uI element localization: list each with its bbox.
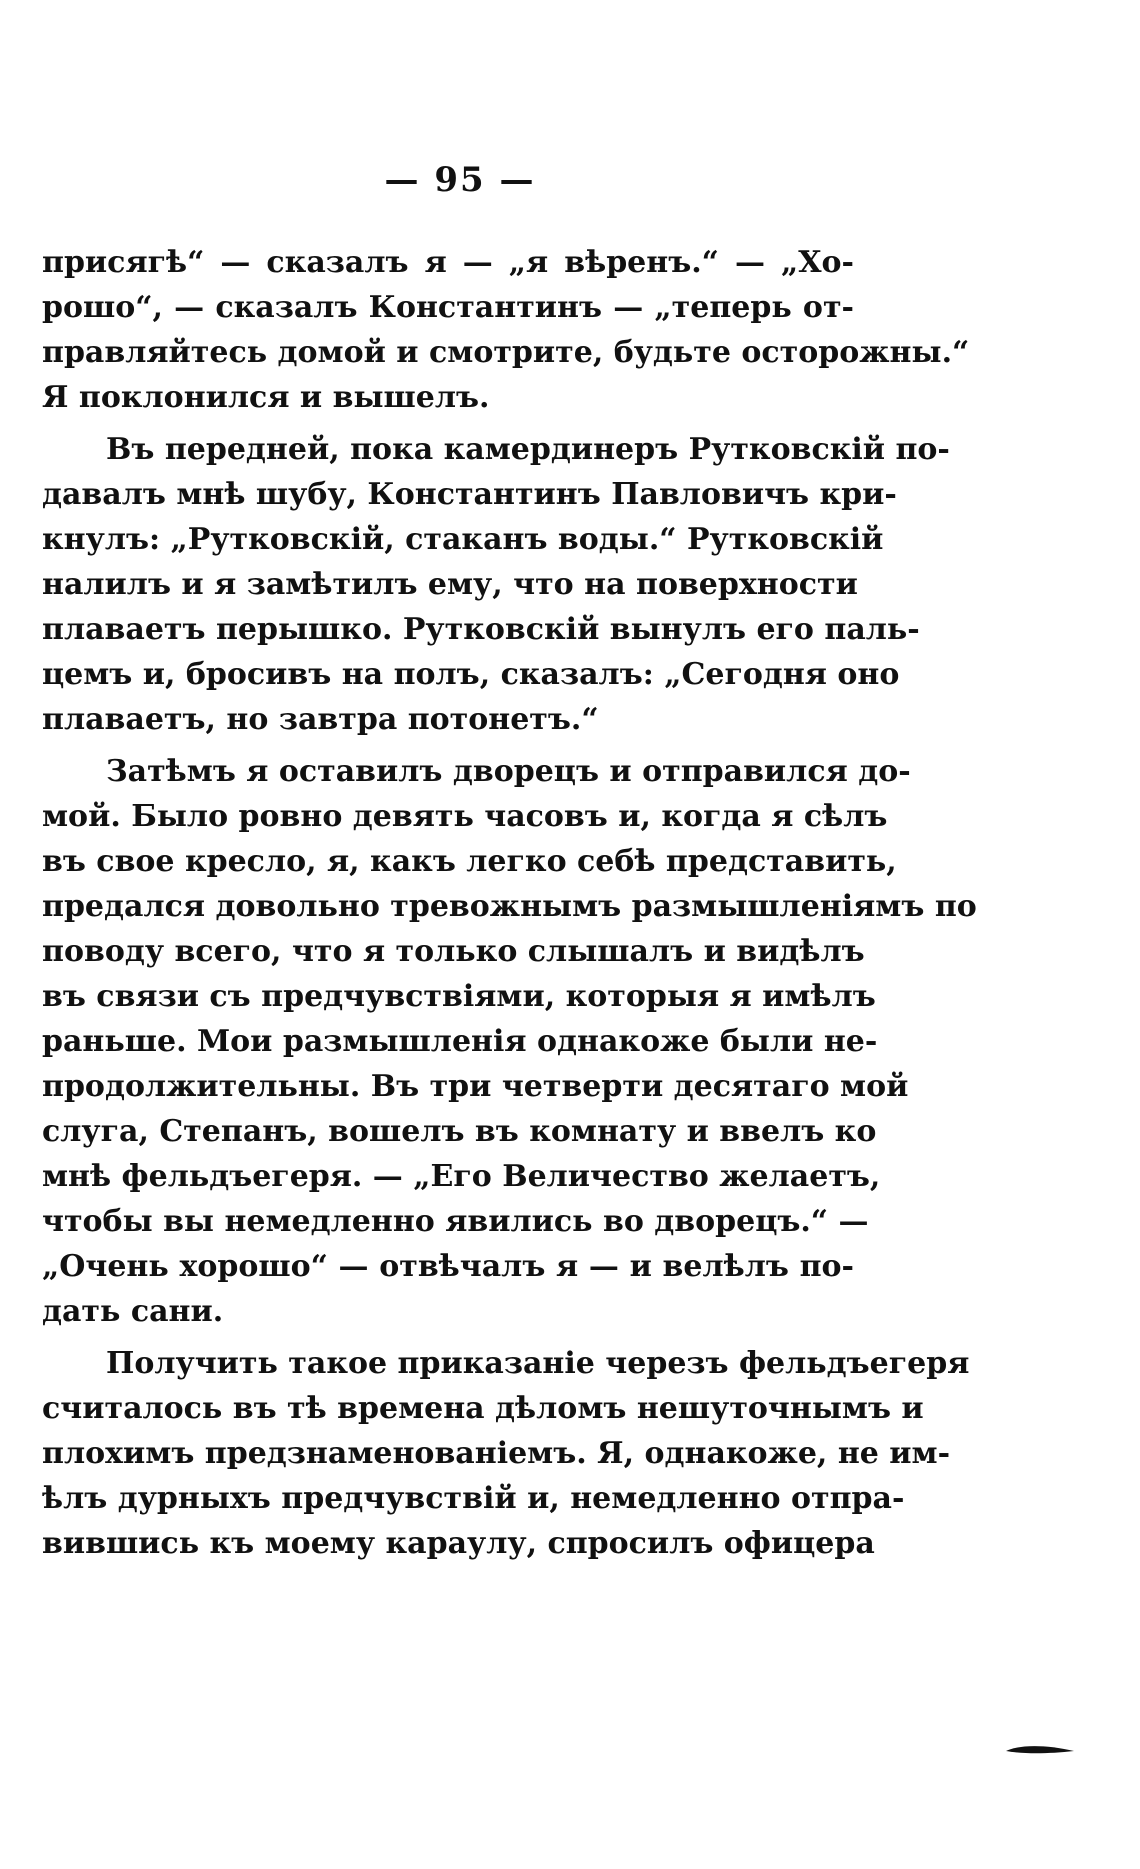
text-line: продолжительны. Въ три четверти десятаго мой <box>42 1069 909 1104</box>
text-line: въ свое кресло, я, какъ легко себѣ представить, <box>42 844 897 879</box>
text-line: кнулъ: „Рутковскій, стаканъ воды.“ Рутковскій <box>42 522 884 557</box>
text-line: слуга, Степанъ, вошелъ въ комнату и ввелъ ко <box>42 1114 877 1149</box>
text-line: плаваетъ, но завтра потонетъ.“ <box>42 702 599 737</box>
text-line: Я поклонился и вышелъ. <box>42 380 490 415</box>
text-line: давалъ мнѣ шубу, Константинъ Павловичъ кри- <box>42 477 897 512</box>
text-line: считалось въ тѣ времена дѣломъ нешуточнымъ и <box>42 1391 924 1426</box>
text-line: „Очень хорошо“ — отвѣчалъ я — и велѣлъ по- <box>42 1249 854 1284</box>
text-line: раньше. Мои размышленія однакоже были не- <box>42 1024 878 1059</box>
text-line: чтобы вы немедленно явились во дворецъ.“ — <box>42 1204 869 1239</box>
text-line: цемъ и, бросивъ на полъ, сказалъ: „Сегодня оно <box>42 657 900 692</box>
text-line: ѣлъ дурныхъ предчувствій и, немедленно отпра- <box>42 1481 905 1516</box>
text-line: поводу всего, что я только слышалъ и видѣлъ <box>42 934 865 969</box>
paragraph <box>42 240 970 420</box>
text-line: Въ передней, пока камердинеръ Рутковскій по- <box>106 432 950 467</box>
text-line: плохимъ предзнаменованіемъ. Я, однакоже, не им- <box>42 1436 951 1471</box>
text-line: дать сани. <box>42 1294 224 1329</box>
text-line: предался довольно тревожнымъ размышленіямъ по <box>42 889 977 924</box>
text-line: правляйтесь домой и смотрите, будьте осторожны.“ <box>42 335 970 370</box>
page-number: — 95 — <box>384 160 536 200</box>
text-line: мой. Было ровно девять часовъ и, когда я сѣлъ <box>42 799 888 834</box>
text-line: въ связи съ предчувствіями, которыя я имѣлъ <box>42 979 876 1014</box>
text-line: плаваетъ перышко. Рутковскій вынулъ его паль- <box>42 612 920 647</box>
body-text <box>42 240 977 1566</box>
text-line: рошо“, — сказалъ Константинъ — „теперь от- <box>42 290 854 325</box>
text-line: присягѣ“ — сказалъ я — „я вѣренъ.“ — „Хо- <box>42 245 854 280</box>
text-line: Получить такое приказаніе черезъ фельдъегеря <box>106 1346 970 1381</box>
paragraph <box>42 427 950 742</box>
text-line: налилъ и я замѣтилъ ему, что на поверхности <box>42 567 858 602</box>
paragraph <box>42 1341 970 1566</box>
scan-edge-mark <box>1004 1742 1076 1758</box>
text-line: мнѣ фельдъегеря. — „Его Величество желаетъ, <box>42 1159 881 1194</box>
text-line: вившись къ моему караулу, спросилъ офицера <box>42 1526 875 1561</box>
paragraph <box>42 749 977 1334</box>
text-line: Затѣмъ я оставилъ дворецъ и отправился до- <box>106 754 911 789</box>
